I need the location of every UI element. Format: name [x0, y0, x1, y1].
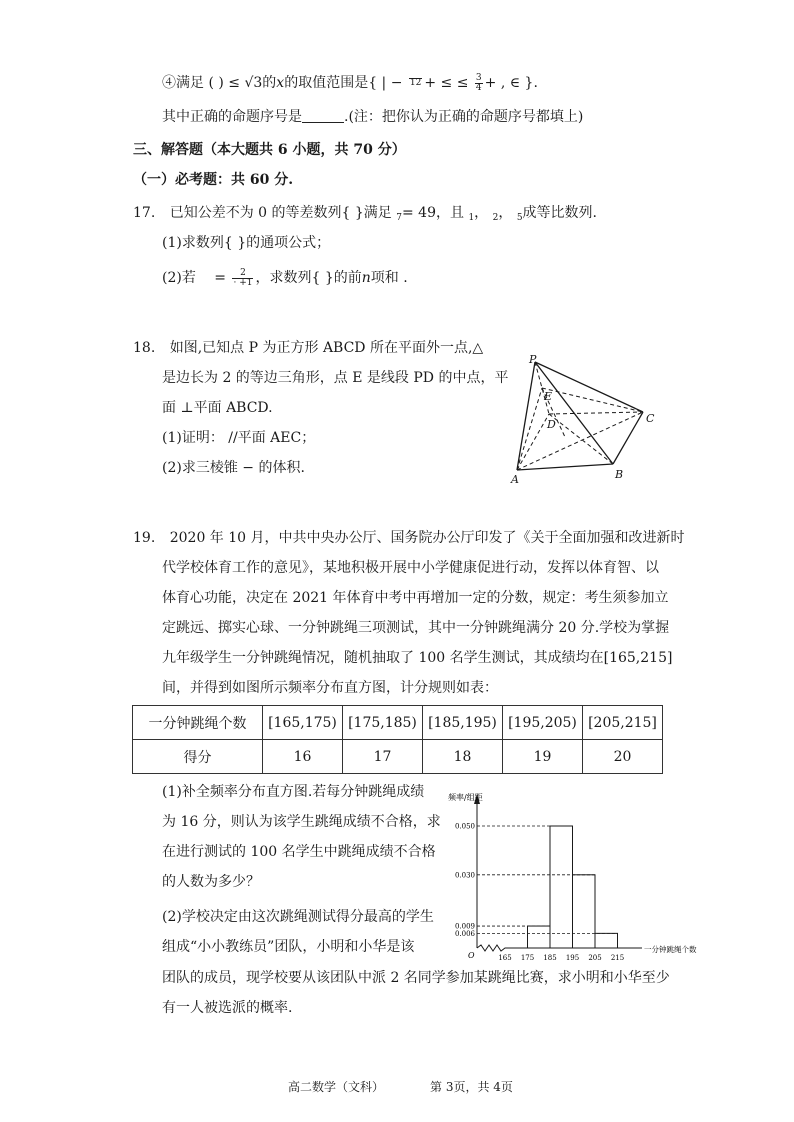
edge-pc: [535, 362, 643, 412]
origin-label: O: [468, 951, 475, 960]
q17-part2: (2)若 = $\frac{2}{\cdot +1}$ ，求数列{ }的前n项和 .: [162, 267, 408, 288]
q19-line1: 19. 2020 年 10 月，中共中央办公厅、国务院办公厅印发了《关于全面加强和改进新时: [133, 530, 685, 546]
frequency-histogram: [440, 788, 697, 968]
x-tick-label: 215: [610, 954, 625, 962]
table-row: [133, 706, 663, 740]
y-tick-label: 0.030: [454, 871, 475, 880]
pyramid-figure: [505, 352, 670, 487]
question-number: 19.: [133, 530, 156, 546]
table-cell: 19: [503, 740, 583, 774]
histogram-bar: [550, 826, 573, 948]
answer-blank[interactable]: [302, 108, 344, 123]
table-cell: [175,185): [343, 706, 423, 740]
q19-line4: 定跳远、掷实心球、一分钟跳绳三项测试，其中一分钟跳绳满分 20 分.学校为掌握: [162, 620, 670, 636]
q19-part2-line4: 有一人被选派的概率.: [162, 1000, 293, 1016]
table-header-cell: 得分: [133, 740, 263, 774]
q16-item4: ④满足 ( ) ≤ √3的x的取值范围是{ | − 12 + ≤ ≤ $\frac{3}{4}$ + , ∈ }.: [162, 72, 538, 93]
label-e: E: [544, 390, 553, 403]
score-table: [132, 705, 663, 774]
q19-part1-line3: 在进行测试的 100 名学生中跳绳成绩不合格: [162, 844, 436, 860]
x-tick-label: 185: [543, 954, 557, 962]
q18-line3: 面 ⊥平面 ABCD.: [162, 400, 273, 416]
table-cell: [195,205): [503, 706, 583, 740]
y-axis-label: 频率/组距: [448, 793, 483, 802]
edge-pa: [517, 362, 535, 470]
fraction-3-4: $\frac{3}{4}$: [475, 72, 482, 93]
y-tick-label: 0.006: [454, 929, 475, 938]
table-cell: 20: [583, 740, 663, 774]
q16-answer-line: 其中正确的命题序号是 .(注：把你认为正确的命题序号都填上): [162, 109, 584, 125]
q18-line1: 18. 如图,已知点 P 为正方形 ABCD 所在平面外一点,△: [133, 340, 484, 356]
q19-part1-line4: 的人数为多少？: [162, 874, 260, 890]
label-a: A: [511, 473, 519, 486]
edge-ab: [517, 464, 613, 470]
q19-part2-line1: (2)学校决定由这次跳绳测试得分最高的学生: [162, 909, 434, 925]
q17-part1: (1)求数列{ }的通项公式；: [162, 235, 331, 251]
histogram-bar: [573, 875, 596, 948]
x-tick-label: 175: [520, 954, 535, 962]
table-cell: [185,195): [423, 706, 503, 740]
y-tick-label: 0.050: [454, 822, 475, 831]
fraction-2-over: $\frac{2}{\cdot +1}$: [233, 267, 253, 288]
label-p: P: [529, 353, 537, 366]
item-number: ④: [162, 75, 176, 91]
label-d: D: [547, 418, 556, 431]
footer-subject: 高二数学（文科）: [288, 1080, 385, 1094]
fraction-pi-12: 12: [409, 78, 422, 88]
q19-line2: 代学校体育工作的意见》，某地积极开展中小学健康促进行动，发挥以体育智、以: [162, 560, 659, 576]
table-cell: [205,215]: [583, 706, 663, 740]
table-cell: [165,175): [263, 706, 343, 740]
q19-line5: 九年级学生一分钟跳绳情况，随机抽取了 100 名学生测试，其成绩均在[165,215]: [162, 650, 673, 666]
table-cell: 18: [423, 740, 503, 774]
q18-part2: (2)求三棱锥 − 的体积.: [162, 460, 305, 476]
seg-ae: [517, 388, 542, 470]
seg-ec: [542, 388, 643, 412]
x-tick-label: 165: [498, 954, 512, 962]
q19-part2-line3: 团队的成员，现学校要从该团队中派 2 名同学参加某跳绳比赛，求小明和小华至少: [162, 970, 670, 986]
table-cell: 17: [343, 740, 423, 774]
x-tick-label: 205: [588, 954, 602, 962]
q19-part1-line1: (1)补全频率分布直方图.若每分钟跳绳成绩: [162, 784, 425, 800]
table-header-cell: 一分钟跳绳个数: [133, 706, 263, 740]
q18-part1: (1)证明： //平面 AEC；: [162, 430, 316, 446]
x-tick-label: 195: [565, 954, 580, 962]
label-c: C: [646, 412, 655, 425]
label-b: B: [615, 468, 624, 481]
section3-title: 三、解答题（本大题共 6 小题，共 70 分）: [133, 142, 406, 158]
q19-line6: 间，并得到如图所示频率分布直方图，计分规则如表：: [162, 680, 498, 696]
edge-dc: [549, 412, 643, 414]
q19-line3: 体育心功能，决定在 2021 年体育中考中再增加一定的分数，规定：考生须参加立: [162, 590, 669, 606]
x-axis-label: 一分钟跳绳个数: [644, 945, 697, 954]
q18-line2: 是边长为 2 的等边三角形，点 E 是线段 PD 的中点，平: [162, 370, 509, 386]
table-cell: 16: [263, 740, 343, 774]
q19-part2-line2: 组成“小小教练员”团队，小明和小华是该: [162, 939, 415, 955]
histogram-bar: [528, 926, 551, 948]
footer-page-number: 第 3页，共 4页: [430, 1080, 513, 1094]
question-number: 18.: [133, 340, 156, 356]
edge-bc: [613, 412, 643, 464]
axis-break: [477, 945, 509, 951]
q17-stem: 17. 已知公差不为 0 的等差数列{ }满足 $_7$= 49，且 $_1$， $_2$， $_5$成等比数列.: [133, 205, 597, 223]
histogram-bar: [595, 933, 618, 948]
question-number: 17.: [133, 205, 156, 221]
table-row: [133, 740, 663, 774]
q19-part1-line2: 为 16 分，则认为该学生跳绳成绩不合格，求: [162, 814, 441, 830]
section3-subtitle: （一）必考题：共 60 分.: [133, 172, 294, 188]
y-tick-label: 0.009: [454, 922, 475, 931]
